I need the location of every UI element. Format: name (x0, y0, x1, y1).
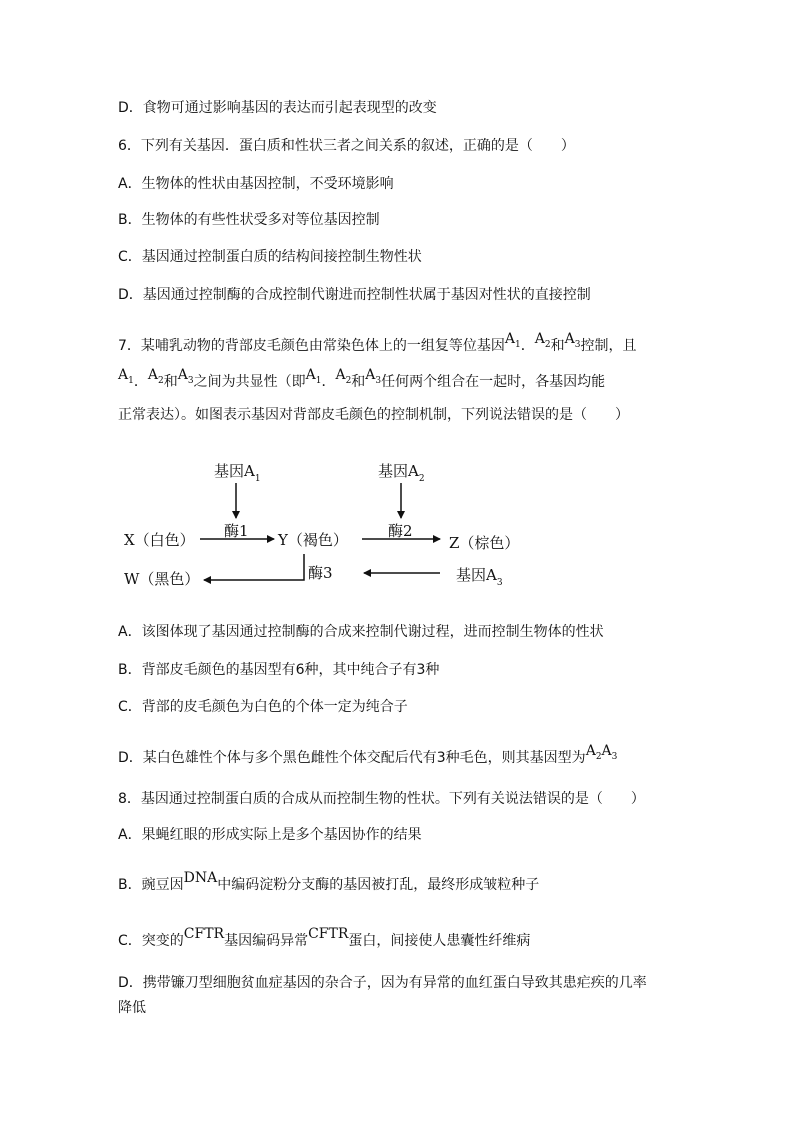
q7-stem-line1: 7．某哺乳动物的背部皮毛颜色由常染色体上的一组复等位基因$A_1$．$A_2$和$A_3$控制，且 (118, 331, 637, 354)
q6-option-b: B．生物体的有些性状受多对等位基因控制 (118, 212, 380, 228)
q8-option-d-line1: D．携带镰刀型细胞贫血症基因的杂合子，因为有异常的血红蛋白导致其患疟疾的几率 (118, 975, 647, 991)
q6-option-d: D．基因通过控制酶的合成控制代谢进而控制性状属于基因对性状的直接控制 (118, 287, 591, 303)
dna-term: DNA (183, 870, 218, 886)
gene-a3-symbol: $A_3$ (177, 367, 194, 386)
gene-a3-symbol: $A_3$ (365, 367, 382, 386)
gene-a1-symbol: $A_1$ (118, 367, 134, 386)
substance-w-label: W（黑色） (124, 570, 200, 588)
q7-option-b: B．背部皮毛颜色的基因型有6种，其中纯合子有3种 (118, 662, 440, 678)
reaction-arrow-y-to-w (204, 554, 304, 580)
q8-option-a: A．果蝇红眼的形成实际上是多个基因协作的结果 (118, 827, 422, 843)
cftr-term: CFTR (308, 926, 349, 942)
q7-stem-line3: 正常表达）。如图表示基因对背部皮毛颜色的控制机制，下列说法错误的是（ ） (118, 407, 629, 423)
q6-option-a: A．生物体的性状由基因控制，不受环境影响 (118, 176, 394, 192)
q7-option-c: C．背部的皮毛颜色为白色的个体一定为纯合子 (118, 699, 408, 715)
gene-a1-label: 基因$A_1$ (214, 462, 261, 484)
substance-z-label: Z（棕色） (449, 534, 520, 552)
substance-y-label: Y（褐色） (278, 531, 348, 549)
gene-a2-label: 基因$A_2$ (378, 462, 425, 484)
q8-option-c: C．突变的CFTR基因编码异常CFTR蛋白，间接使人患囊性纤维病 (118, 926, 531, 949)
genotype-a2a3: $A_2A_3$ (585, 743, 618, 762)
q7-option-a: A．该图体现了基因通过控制酶的合成来控制代谢过程，进而控制生物体的性状 (118, 624, 604, 640)
gene-control-diagram (118, 450, 538, 600)
q6-stem: 6．下列有关基因．蛋白质和性状三者之间关系的叙述，正确的是（ ） (118, 138, 575, 154)
enzyme3-label: 酶3 (308, 564, 333, 582)
enzyme2-label: 酶2 (388, 522, 413, 540)
q8-option-d-line2: 降低 (118, 1000, 146, 1016)
gene-a1-symbol: $A_1$ (504, 331, 521, 350)
q6-option-c: C．基因通过控制蛋白质的结构间接控制生物性状 (118, 249, 422, 265)
enzyme1-label: 酶1 (224, 522, 249, 540)
q7-stem-line2: $A_1$．$A_2$和$A_3$之间为共显性（即$A_1$．$A_2$和$A_3$任何两个组合在一起时，各基因均能 (118, 367, 606, 390)
gene-a2-symbol: $A_2$ (147, 367, 164, 386)
q7-option-d: D．某白色雄性个体与多个黑色雌性个体交配后代有3种毛色，则其基因型为$A_2A_3$ (118, 743, 618, 766)
gene-a3-label: 基因$A_3$ (456, 566, 503, 588)
gene-a2-symbol: $A_2$ (534, 331, 551, 350)
gene-a2-symbol: $A_2$ (335, 367, 352, 386)
substance-x-label: X（白色） (124, 531, 195, 549)
cftr-term: CFTR (183, 926, 225, 942)
q8-stem: 8．基因通过控制蛋白质的合成从而控制生物的性状。下列有关说法错误的是（ ） (118, 791, 645, 807)
gene-a1-symbol: $A_1$ (305, 367, 322, 386)
gene-a3-symbol: $A_3$ (564, 331, 581, 350)
q5-option-d: D．食物可通过影响基因的表达而引起表现型的改变 (118, 100, 437, 116)
q8-option-b: B．豌豆因DNA中编码淀粉分支酶的基因被打乱，最终形成皱粒种子 (118, 870, 540, 893)
